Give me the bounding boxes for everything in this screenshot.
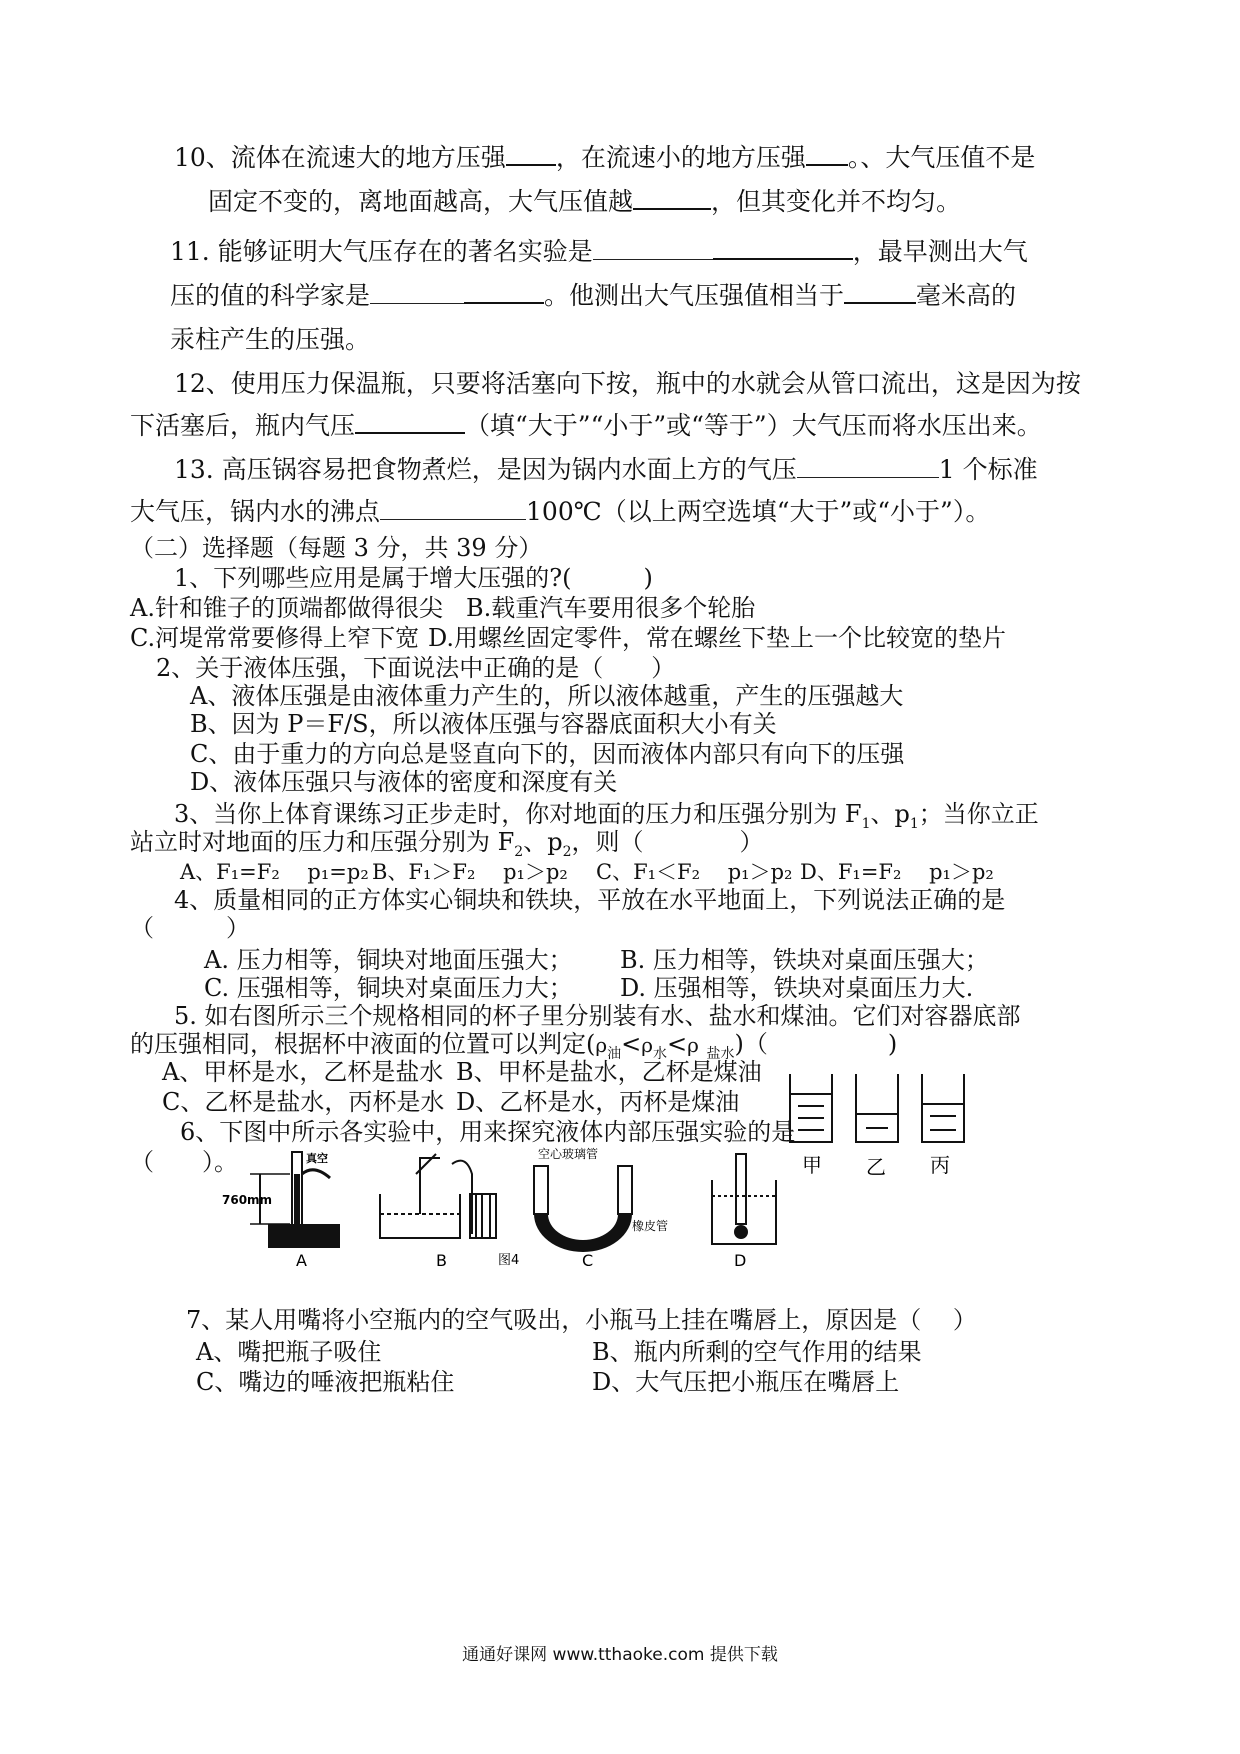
answer-blank[interactable] [844, 280, 916, 304]
q12-text-b: 下活塞后，瓶内气压 [130, 411, 356, 440]
section-heading: （二）选择题（每题 3 分，共 39 分） [130, 534, 543, 562]
q11-text-f: 汞柱产生的压强。 [170, 325, 371, 354]
answer-blank[interactable] [593, 239, 713, 260]
c2-option-d[interactable]: D、液体压强只与液体的密度和深度有关 [190, 768, 618, 796]
answer-blank[interactable] [464, 280, 544, 304]
c6-paren: （ ）。 [130, 1148, 238, 1176]
fig-label-a: A [296, 1251, 307, 1270]
c5-stem-b: 的压强相同，根据杯中液面的位置可以判定( [130, 1030, 596, 1058]
c3-option-d[interactable]: D、F₁=F₂ p₁＞p₂ [800, 860, 994, 884]
c5-stem-line1: 5. 如右图所示三个规格相同的杯子里分别装有水、盐水和煤油。它们对容器底部 [174, 1002, 1021, 1030]
c5-option-c[interactable]: C、乙杯是盐水，丙杯是水 [162, 1088, 445, 1116]
c3-option-c[interactable]: C、F₁＜F₂ p₁＞p₂ [596, 860, 793, 884]
c4-stem: 4、质量相同的正方体实心铜块和铁块，平放在水平地面上，下列说法正确的是 [174, 886, 1006, 914]
c1-option-c[interactable]: C.河堤常常要修得上窄下宽 [130, 624, 420, 652]
q11-text-c: 压的值的科学家是 [170, 281, 371, 310]
q12-text-c: （填“大于”“小于”或“等于”）大气压而将水压出来。 [465, 411, 1042, 440]
c4-option-d[interactable]: D. 压强相等，铁块对桌面压力大. [620, 974, 974, 1002]
q13-text-c: 大气压，锅内水的沸点 [130, 497, 381, 526]
c7-option-c[interactable]: C、嘴边的唾液把瓶粘住 [196, 1368, 455, 1396]
cup-label-jia: 甲 [802, 1153, 822, 1177]
answer-blank[interactable] [355, 410, 465, 434]
label-vacuum: 真空 [306, 1152, 328, 1165]
fig-label-c: C [582, 1251, 594, 1270]
q10-text-c: 。、大气压值不是 [847, 143, 1036, 172]
answer-blank[interactable] [797, 457, 939, 478]
c2-stem: 2、关于液体压强，下面说法中正确的是（ ） [156, 654, 676, 682]
c7-option-a[interactable]: A、嘴把瓶子吸住 [196, 1338, 382, 1366]
answer-blank[interactable] [713, 236, 853, 260]
q11-line2 [170, 280, 1016, 312]
q11-line3 [170, 324, 370, 356]
fig-label-b: B [436, 1251, 447, 1270]
q13-line2 [130, 496, 990, 528]
c5-option-b[interactable]: B、甲杯是盐水，乙杯是煤油 [456, 1058, 762, 1086]
c3-stem-a: 3、当你上体育课练习正步走时，你对地面的压力和压强分别为 F [174, 800, 862, 828]
c2-option-c[interactable]: C、由于重力的方向总是竖直向下的，因而液体内部只有向下的压强 [190, 740, 905, 768]
q11-text-e: 毫米高的 [916, 281, 1017, 310]
answer-blank[interactable] [370, 283, 464, 304]
experiment-c [534, 1146, 668, 1270]
q13-text-a: 13. 高压锅容易把食物煮烂，是因为锅内水面上方的气压 [174, 455, 797, 484]
c7-option-b[interactable]: B、瓶内所剩的空气作用的结果 [592, 1338, 922, 1366]
answer-blank[interactable] [633, 186, 711, 210]
q11-text-d: 。他测出大气压强值相当于 [544, 281, 845, 310]
q12-line2 [130, 410, 1042, 442]
c7-stem: 7、某人用嘴将小空瓶内的空气吸出，小瓶马上挂在嘴唇上，原因是（ ） [186, 1306, 977, 1334]
answer-blank[interactable] [506, 142, 556, 166]
c1-option-d[interactable]: D.用螺丝固定零件，常在螺丝下垫上一个比较宽的垫片 [428, 624, 1007, 652]
fig-caption: 图4 [498, 1253, 520, 1268]
c5-stem-line2: 的压强相同，根据杯中液面的位置可以判定($\rho_油<\rho_水<\rho$ $_{盐水}$)（ ) [130, 1030, 898, 1062]
cup-label-yi: 乙 [866, 1155, 886, 1179]
q10-text-d: 固定不变的，离地面越高，大气压值越 [208, 187, 634, 216]
fig-label-d: D [734, 1251, 747, 1270]
q12-line1 [174, 368, 1081, 400]
c3-option-a[interactable]: A、F₁=F₂ p₁=p₂ [180, 860, 369, 884]
q11-line1 [170, 236, 1028, 268]
cups-figure [780, 1070, 980, 1180]
q13-text-b: 1 个标准 [938, 455, 1038, 484]
q10-text-e: ，但其变化并不均匀。 [711, 187, 962, 216]
q10-line2 [208, 186, 961, 218]
c4-option-c[interactable]: C. 压强相等，铜块对桌面压力大； [204, 974, 573, 1002]
c4-paren: （ ） [130, 914, 250, 942]
q12-text-a: 12、使用压力保温瓶，只要将活塞向下按，瓶中的水就会从管口流出，这是因为按 [174, 369, 1081, 398]
label-760mm: 760mm [222, 1193, 273, 1207]
c2-option-a[interactable]: A、液体压强是由液体重力产生的，所以液体越重，产生的压强越大 [190, 682, 904, 710]
c3-stem-line2: 站立时对地面的压力和压强分别为 $F_2$、$p_2$，则（ ） [130, 828, 764, 860]
q13-line1 [174, 454, 1038, 486]
cup-label-bing: 丙 [930, 1153, 950, 1177]
label-hollow-glass-tube: 空心玻璃管 [538, 1147, 599, 1161]
label-rubber-tube: 橡皮管 [632, 1219, 669, 1233]
c7-option-d[interactable]: D、大气压把小瓶压在嘴唇上 [592, 1368, 900, 1396]
c3-option-b[interactable]: B、F₁＞F₂ p₁＞p₂ [372, 860, 568, 884]
experiments-figure [220, 1144, 780, 1276]
c4-option-b[interactable]: B. 压力相等，铁块对桌面压强大； [620, 946, 989, 974]
c1-stem: 1、下列哪些应用是属于增大压强的?( ) [174, 564, 653, 592]
q13-text-d: 100℃（以上两空选填“大于”或“小于”）。 [526, 497, 991, 526]
answer-blank[interactable] [380, 499, 526, 520]
c3-stem-b: 站立时对地面的压力和压强分别为 F [130, 828, 515, 856]
q11-text-a: 11. 能够证明大气压存在的著名实验是 [170, 237, 593, 266]
q10-text-a: 10、流体在流速大的地方压强 [174, 143, 506, 172]
cup-bing [922, 1074, 964, 1142]
c5-option-d[interactable]: D、乙杯是水，丙杯是煤油 [456, 1088, 740, 1116]
experiment-b [380, 1154, 496, 1238]
c1-option-b[interactable]: B.载重汽车要用很多个轮胎 [466, 594, 756, 622]
q10-text-b: ，在流速小的地方压强 [555, 143, 806, 172]
c5-option-a[interactable]: A、甲杯是水，乙杯是盐水 [162, 1058, 444, 1086]
cup-jia [790, 1074, 832, 1142]
c6-stem: 6、下图中所示各实验中，用来探究液体内部压强实验的是 [180, 1118, 796, 1146]
cup-yi [856, 1074, 898, 1142]
answer-blank[interactable] [806, 142, 848, 166]
c3-stem-line1: 3、当你上体育课练习正步走时，你对地面的压力和压强分别为 $F_1$、$p_1$；当你立正 [174, 800, 1039, 832]
c1-option-a[interactable]: A.针和锥子的顶端都做得很尖 [130, 594, 443, 622]
experiment-a-torricelli [222, 1151, 340, 1270]
c2-option-b[interactable]: B、因为 P＝F/S，所以液体压强与容器底面积大小有关 [190, 710, 777, 738]
experiment-d [712, 1154, 776, 1244]
footer-credit: 通通好课网 www.tthaoke.com 提供下载 [462, 1645, 778, 1665]
c4-option-a[interactable]: A. 压力相等，铜块对地面压强大； [204, 946, 573, 974]
q10-line1 [174, 142, 1035, 174]
q11-text-b: ，最早测出大气 [852, 237, 1028, 266]
